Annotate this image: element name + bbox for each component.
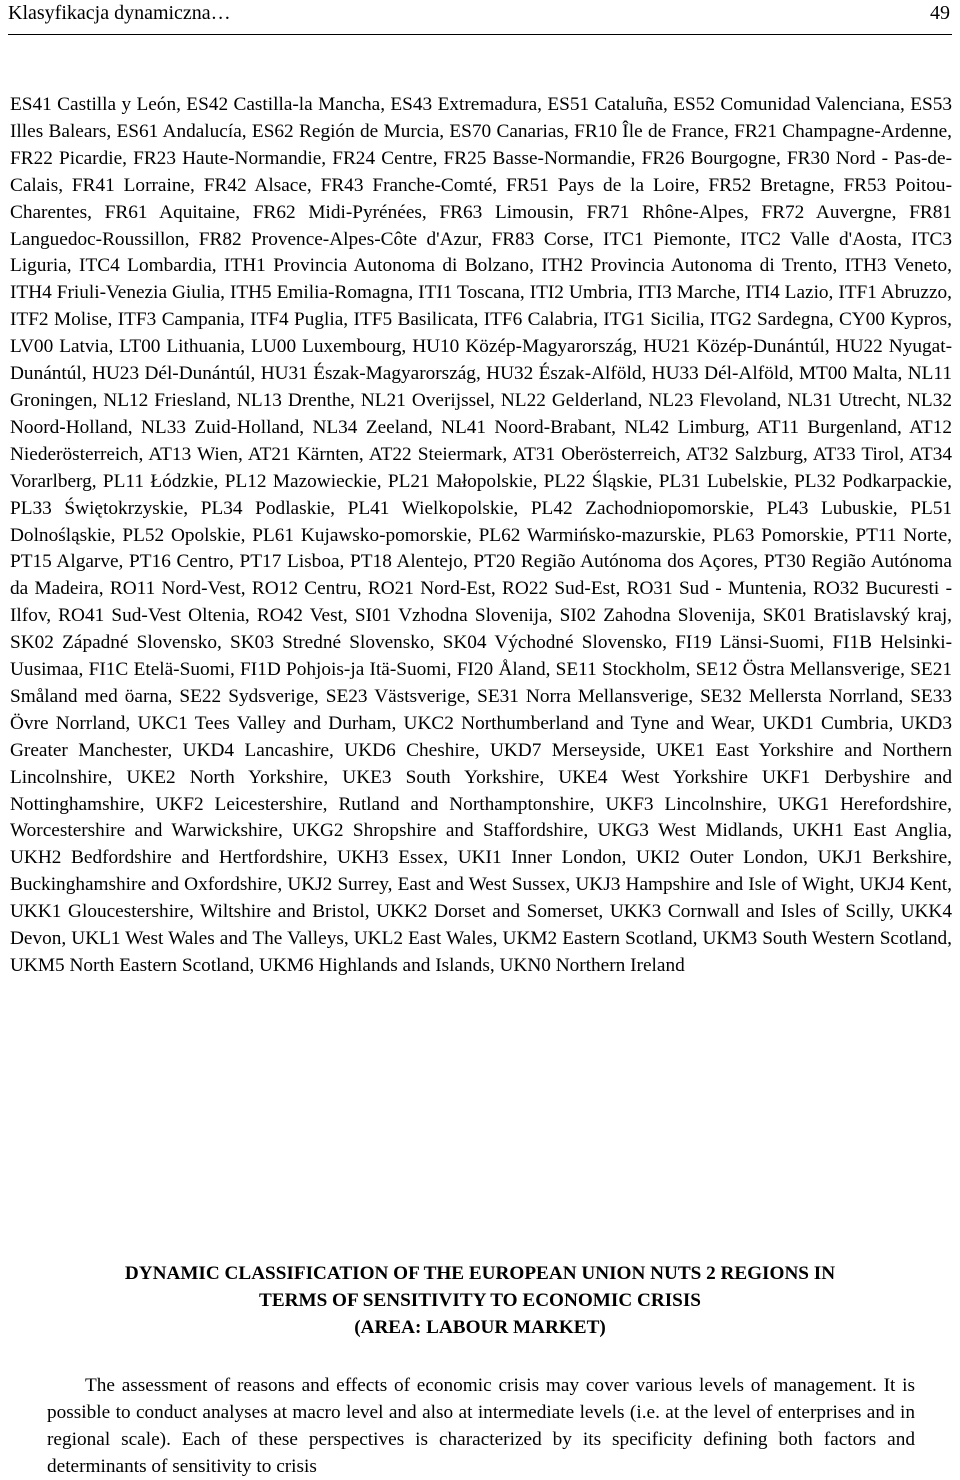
running-header [8,0,952,35]
section-heading-line-3: (AREA: LABOUR MARKET) [354,1317,606,1338]
intro-paragraph: The assessment of reasons and effects of economic crisis may cover various levels of management. It is possible to conduct analyses at macro level and also at intermediate levels (i.e. at the level of enterprises and in regional scale). Each of these perspectives is characterized by its specificity defining both factors and determinants of sensitivity to crisis [47,1375,915,1477]
section-heading-line-1: DYNAMIC CLASSIFICATION OF THE EUROPEAN UNION NUTS 2 REGIONS IN [124,1263,836,1284]
section-heading-line-2: TERMS OF SENSITIVITY TO ECONOMIC CRISIS [259,1290,701,1311]
page-number: 49 [930,2,950,24]
section-heading [20,1260,940,1341]
running-header-title: Klasyfikacja dynamiczna… [8,2,231,24]
region-list-paragraph: ES41 Castilla y León, ES42 Castilla-la Mancha, ES43 Extremadura, ES51 Cataluña, ES52 Comunidad Valenciana, ES53 Illes Balears, ES61 Andalucía, ES62 Región de Murcia, ES70 Canarias, FR10 Île de France, FR21 Champagne-Ardenne, FR22 Picardie, FR23 Haute-Normandie, FR24 Centre, FR25 Basse-Normandie, FR26 Bourgogne, FR30 Nord - Pas-de-Calais, FR41 Lorraine, FR42 Alsace, FR43 Franche-Comté, FR51 Pays de la Loire, FR52 Bretagne, FR53 Poitou-Charentes, FR61 Aquitaine, FR62 Midi-Pyrénées, FR63 Limousin, FR71 Rhône-Alpes, FR72 Auvergne, FR81 Languedoc-Roussillon, FR82 Provence-Alpes-Côte d'Azur, FR83 Corse, ITC1 Piemonte, ITC2 Valle d'Aosta, ITC3 Liguria, ITC4 Lombardia, ITH1 Provincia Autonoma di Bolzano, ITH2 Provincia Autonoma di Trento, ITH3 Veneto, ITH4 Friuli-Venezia Giulia, ITH5 Emilia-Romagna, ITI1 Toscana, ITI2 Umbria, ITI3 Marche, ITI4 Lazio, ITF1 Abruzzo, ITF2 Molise, ITF3 Campania, ITF4 Puglia, ITF5 Basilicata, ITF6 Calabria, ITG1 Sicilia, ITG2 Sardegna, CY00 Kypros, LV00 Latvia, LT00 Lithuania, LU00 Luxembourg, HU10 Közép-Magyarország, HU21 Közép-Dunántúl, HU22 Nyugat-Dunántúl, HU23 Dél-Dunántúl, HU31 Észak-Magyarország, HU32 Észak-Alföld, HU33 Dél-Alföld, MT00 Malta, NL11 Groningen, NL12 Friesland, NL13 Drenthe, NL21 Overijssel, NL22 Gelderland, NL23 Flevoland, NL31 Utrecht, NL32 Noord-Holland, NL33 Zuid-Holland, NL34 Zeeland, NL41 Noord-Brabant, NL42 Limburg, AT11 Burgenland, AT12 Niederösterreich, AT13 Wien, AT21 Kärnten, AT22 Steiermark, AT31 Oberösterreich, AT32 Salzburg, AT33 Tirol, AT34 Vorarlberg, PL11 Łódzkie, PL12 Mazowieckie, PL21 Małopolskie, PL22 Śląskie, PL31 Lubelskie, PL32 Podkarpackie, PL33 Świętokrzyskie, PL34 Podlaskie, PL41 Wielkopolskie, PL42 Zachodniopomorskie, PL43 Lubuskie, PL51 Dolnośląskie, PL52 Opolskie, PL61 Kujawsko-pomorskie, PL62 Warmińsko-mazurskie, PL63 Pomorskie, PT11 Norte, PT15 Algarve, PT16 Centro, PT17 Lisboa, PT18 Alentejo, PT20 Região Autónoma dos Açores, PT30 Região Autónoma da Madeira, RO11 Nord-Vest, RO12 Centru, RO21 Nord-Est, RO22 Sud-Est, RO31 Sud - Muntenia, RO32 Bucuresti - Ilfov, RO41 Sud-Vest Oltenia, RO42 Vest, SI01 Vzhodna Slovenija, SI02 Zahodna Slovenija, SK01 Bratislavský kraj, SK02 Západné Slovensko, SK03 Stredné Slovensko, SK04 Východné Slovensko, FI19 Länsi-Suomi, FI1B Helsinki-Uusimaa, FI1C Etelä-Suomi, FI1D Pohjois-ja Itä-Suomi, FI20 Åland, SE11 Stockholm, SE12 Östra Mellansverige, SE21 Småland med öarna, SE22 Sydsverige, SE23 Västsverige, SE31 Norra Mellansverige, SE32 Mellersta Norrland, SE33 Övre Norrland, UKC1 Tees Valley and Durham, UKC2 Northumberland and Tyne and Wear, UKD1 Cumbria, UKD3 Greater Manchester, UKD4 Lancashire, UKD6 Cheshire, UKD7 Merseyside, UKE1 East Yorkshire and Northern Lincolnshire, UKE2 North Yorkshire, UKE3 South Yorkshire, UKE4 West Yorkshire UKF1 Derbyshire and Nottinghamshire, UKF2 Leicestershire, Rutland and Northamptonshire, UKF3 Lincolnshire, UKG1 Herefordshire, Worcestershire and Warwickshire, UKG2 Shropshire and Staffordshire, UKG3 West Midlands, UKH1 East Anglia, UKH2 Bedfordshire and Hertfordshire, UKH3 Essex, UKI1 Inner London, UKI2 Outer London, UKJ1 Berkshire, Buckinghamshire and Oxfordshire, UKJ2 Surrey, East and West Sussex, UKJ3 Hampshire and Isle of Wight, UKJ4 Kent, UKK1 Gloucestershire, Wiltshire and Bristol, UKK2 Dorset and Somerset, UKK3 Cornwall and Isles of Scilly, UKK4 Devon, UKL1 West Wales and The Valleys, UKL2 East Wales, UKM2 Eastern Scotland, UKM3 South Western Scotland, UKM5 North Eastern Scotland, UKM6 Highlands and Islands, UKN0 Northern Ireland [10,94,952,976]
